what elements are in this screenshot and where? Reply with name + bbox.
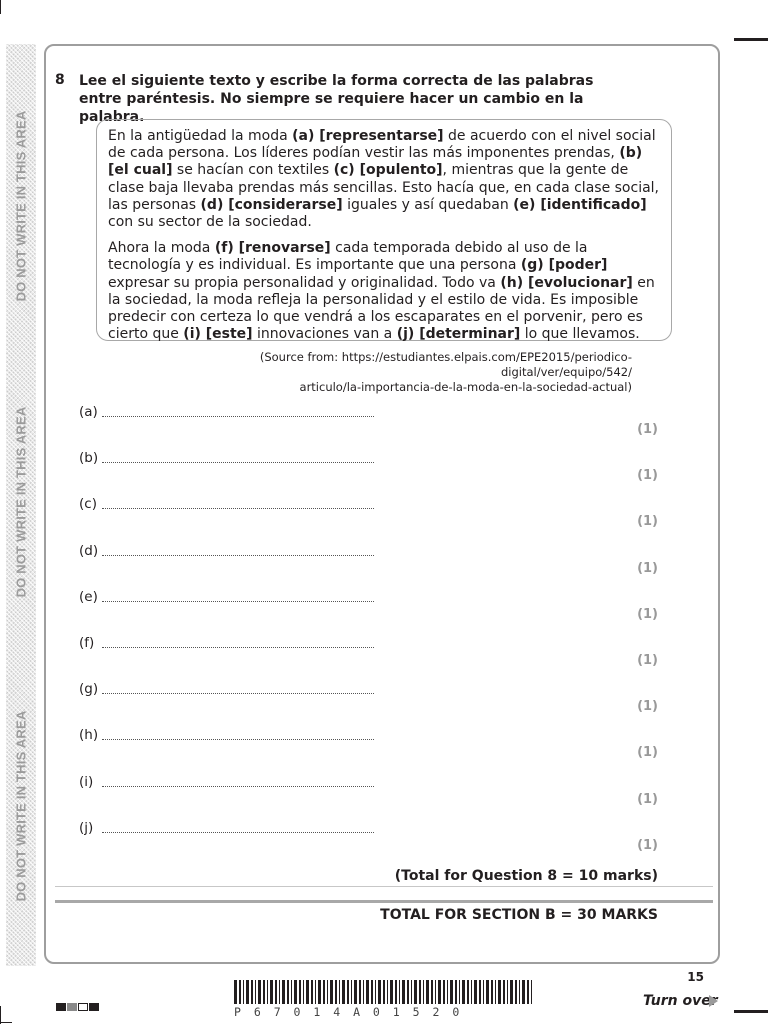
blank-prompt: (g) [poder] — [520, 257, 608, 274]
passage-text: con su sector de la sociedad. — [108, 214, 312, 231]
answer-label: (d) — [79, 542, 99, 559]
mark-allocation: (1) — [637, 514, 658, 530]
answer-line[interactable] — [102, 739, 374, 740]
blank-prompt: (f) [renovarse] — [214, 240, 331, 257]
mark-allocation: (1) — [637, 745, 658, 761]
divider-thick — [55, 900, 713, 903]
mark-allocation: (1) — [637, 606, 658, 622]
answer-line[interactable] — [102, 462, 374, 463]
blank-prompt: (d) [considerarse] — [200, 196, 343, 213]
answer-line[interactable] — [102, 508, 374, 509]
answer-line[interactable] — [102, 786, 374, 787]
registration-squares-icon — [56, 996, 100, 1015]
blank-prompt: (i) [este] — [183, 326, 253, 343]
mark-allocation: (1) — [637, 468, 658, 484]
passage-text: cada temporada debido al uso de la tecnología y es individual. Es importante que una persona — [108, 240, 588, 274]
blank-prompt: (h) [evolucionar] — [500, 274, 633, 291]
page-number: 15 — [687, 970, 704, 984]
passage-text: en la sociedad, la moda refleja la personalidad y el estilo de vida. Es imposible predecir con certeza lo que vendrá a los escaparates en el porvenir, pero es cierto que — [108, 274, 655, 343]
passage-paragraph-1 — [108, 128, 661, 231]
mark-allocation: (1) — [637, 791, 658, 807]
total-for-question: (Total for Question 8 = 10 marks) — [394, 868, 658, 884]
blank-prompt: (a) [representarse] — [292, 128, 444, 144]
passage-text: En la antigüedad la moda — [108, 128, 293, 144]
corner-tick-bottom-left-h — [0, 1022, 12, 1023]
source-line-2: articulo/la-importancia-de-la-moda-en-la-sociedad-actual) — [299, 380, 632, 394]
mark-allocation: (1) — [637, 653, 658, 668]
corner-tick-bottom-right — [734, 1010, 768, 1013]
mark-allocation: (1) — [637, 560, 658, 576]
barcode-digits: P 6 7 0 1 4 A 0 1 5 2 0 — [234, 1005, 463, 1019]
source-line-1: (Source from: https://estudiantes.elpais.com/EPE2015/periodico-digital/ver/equipo/542/ — [259, 350, 632, 379]
passage-text: innovaciones van a — [252, 326, 397, 343]
barcode-icon — [234, 980, 534, 1004]
mark-allocation: (1) — [637, 837, 658, 853]
corner-tick-top-left — [0, 0, 1, 14]
passage-text: iguales y así quedaban — [342, 196, 514, 213]
margin-warning-middle: DO NOT WRITE IN THIS AREA — [13, 406, 29, 598]
answer-line[interactable] — [102, 647, 374, 648]
passage-text: , mientras que la gente de clase baja llevaba prendas más sencillas. Esto hacía que, en cada clase social, las personas — [108, 162, 659, 213]
answer-line[interactable] — [102, 601, 374, 602]
answer-label: (i) — [79, 773, 94, 790]
passage-text: se hacían con textiles — [172, 162, 334, 179]
answer-line[interactable] — [102, 555, 374, 556]
blank-prompt: (e) [identificado] — [513, 196, 647, 213]
total-for-section: TOTAL FOR SECTION B = 30 MARKS — [380, 907, 658, 923]
answer-label: (c) — [79, 496, 97, 513]
source-citation — [150, 350, 632, 395]
passage-text: lo que llevamos. — [520, 326, 640, 343]
passage-paragraph-2 — [108, 240, 661, 343]
answer-line[interactable] — [102, 832, 374, 833]
answer-label: (h) — [79, 727, 99, 744]
answer-label: (a) — [79, 404, 98, 420]
mark-allocation: (1) — [637, 699, 658, 715]
answer-label: (e) — [79, 588, 98, 605]
passage-text: de acuerdo con el nivel social de cada persona. Los líderes podían vestir las más imponentes prendas, — [108, 128, 656, 162]
answer-line[interactable] — [102, 416, 374, 417]
question-number: 8 — [55, 72, 65, 88]
blank-prompt: (c) [opulento] — [333, 162, 443, 179]
answer-label: (b) — [79, 450, 99, 467]
answer-line[interactable] — [102, 693, 374, 694]
answer-label: (f) — [79, 635, 95, 651]
blank-prompt: (j) [determinar] — [396, 326, 521, 343]
question-instruction: Lee el siguiente texto y escribe la forma correcta de las palabras entre paréntesis. No siempre se requiere hacer un cambio en la palabra. — [79, 73, 594, 125]
margin-warning-bottom: DO NOT WRITE IN THIS AREA — [13, 710, 29, 902]
passage-text: expresar su propia personalidad y originalidad. Todo va — [108, 274, 501, 291]
corner-tick-top-right — [734, 38, 768, 41]
answer-label: (j) — [79, 819, 94, 836]
turn-over-label: Turn over — [643, 993, 718, 1009]
passage-box — [96, 119, 672, 341]
mark-allocation: (1) — [637, 422, 658, 437]
margin-warning-top: DO NOT WRITE IN THIS AREA — [13, 110, 29, 302]
answer-label: (g) — [79, 681, 99, 698]
arrow-right-icon — [709, 995, 718, 1007]
blank-prompt: (b) [el cual] — [108, 145, 643, 179]
passage-text: Ahora la moda — [108, 240, 215, 257]
divider-thin — [55, 886, 713, 887]
